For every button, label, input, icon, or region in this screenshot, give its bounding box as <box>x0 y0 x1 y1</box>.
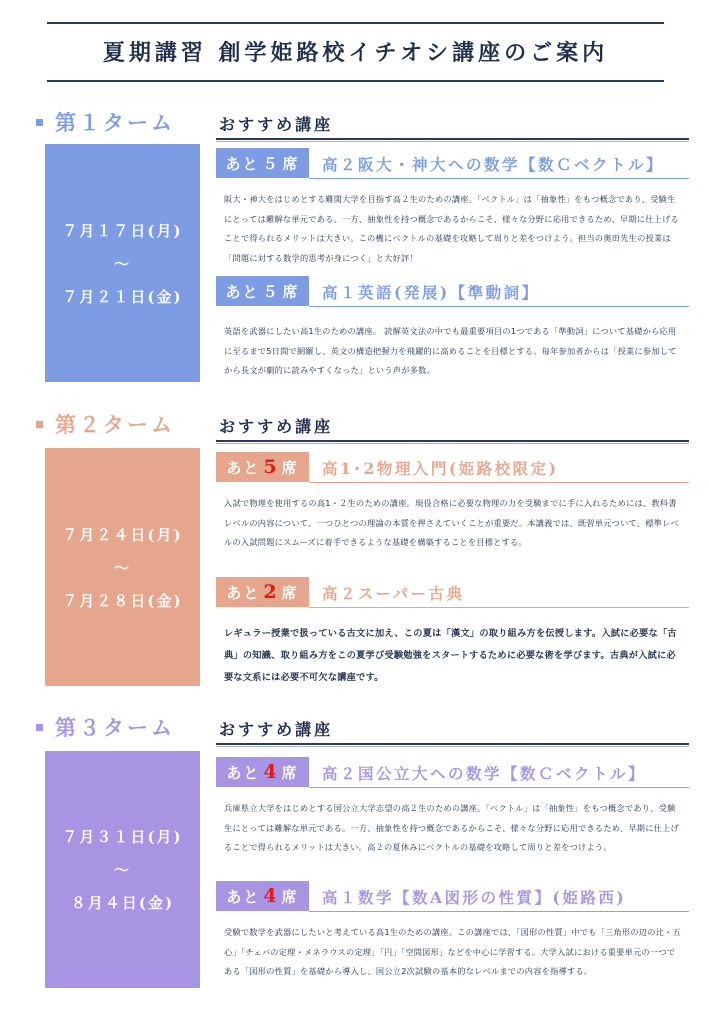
term-3-date-separator: 〜 <box>113 861 131 879</box>
term-3-start-date: ７月３１日(月) <box>62 828 183 846</box>
badge-prefix: あと <box>226 583 261 602</box>
term-3-label-text: 第３ターム <box>55 715 175 740</box>
term-1-label-text: 第１ターム <box>55 110 175 135</box>
term-2-date-separator: 〜 <box>113 558 131 577</box>
course-title-rule <box>309 306 689 307</box>
header-bottom-rule <box>47 80 664 82</box>
course-description: レギュラー授業で扱っている古文に加え、この夏は「漢文」の取り組み方を伝授します。入試に必要な「古典」の知識、取り組み方をこの夏学び受験勉強をスタートするために必要な術を学びます。古典が入試に必要な文系には必要不可欠な講座です。 <box>224 628 677 683</box>
badge-suffix: 席 <box>281 458 299 477</box>
course-title-rule <box>309 607 689 608</box>
badge-prefix: あと <box>225 282 260 301</box>
term-2-recommend-heading: おすすめ講座 <box>219 417 334 436</box>
seats-left-count: 4 <box>263 761 279 783</box>
term-2-end-date: ７月２８日(金) <box>62 591 183 610</box>
course-description: 阪大・神大をはじめとする難関大学を目指す高２生のための講座。「ベクトル」は「抽象性」をもつ概念であり、受験生にとっては難解な単元である。一方、抽象性を持つ概念であるからこそ、様々な分野に応用できるため、早期に仕上げることで得られるメリットは大きい。この機にベクトルの基礎を攻略して周りと差をつけよう。担当の奥田先生の授業は「問題に対する数学的思考が身につく」と大好評！ <box>224 194 679 263</box>
term-bullet-icon <box>36 421 43 428</box>
term-2-start-date: ７月２４日(月) <box>62 525 183 544</box>
term-bullet-icon <box>36 724 43 731</box>
term-2-label-text: 第２ターム <box>55 412 175 437</box>
term-1-date-panel <box>45 144 200 382</box>
term-1-date-separator: 〜 <box>113 254 131 273</box>
badge-suffix: 席 <box>281 763 299 782</box>
badge-prefix: あと <box>225 154 260 173</box>
course-description: 兵庫県立大学をはじめとする国公立大学志望の高２生のための講座。「ベクトル」は「抽象性」をもつ概念であり、受験生にとっては難解な単元である。一方、抽象性を持つ概念であるからこそ、様々な分野に応用できるため、早期に仕上げることで得られるメリットは大きい。高２の夏休みにベクトルの基礎を攻略して周りと差をつけよう。 <box>224 803 679 852</box>
seats-left-count: ５ <box>262 154 280 173</box>
term-1-recommend-heading: おすすめ講座 <box>219 115 334 134</box>
course-title: 高２阪大・神大への数学【数Ｃベクトル】 <box>322 155 665 174</box>
term-2-date-panel <box>45 448 200 686</box>
seats-left-count: 5 <box>263 456 279 478</box>
seats-left-count: 2 <box>263 581 279 603</box>
term-2-course-1 <box>216 452 690 572</box>
course-description: 英語を武器にしたい高1生のための講座。 読解英文法の中でも最重要項目の1つである「準動詞」について基礎から応用に至るまで5日間で網羅し、英文の構造把握力を飛躍的に高めることを目標とする。毎年参加者からは「授業に参加してから長文が劇的に読みやすくなった」という声が多数。 <box>224 326 677 375</box>
badge-prefix: あと <box>226 763 261 782</box>
badge-suffix: 席 <box>281 887 299 906</box>
course-title: 高２国公立大への数学【数Ｃベクトル】 <box>322 764 647 783</box>
course-title: 高１数学【数A図形の性質】(姫路西) <box>322 888 627 907</box>
course-title-rule <box>309 911 689 912</box>
page-title: 夏期講習 創学姫路校イチオシ講座のご案内 <box>102 40 609 66</box>
term-3-course-2 <box>216 881 690 1001</box>
term-1-recommend-rule <box>216 138 689 140</box>
term-bullet-icon <box>36 119 43 126</box>
badge-suffix: 席 <box>281 583 299 602</box>
page-header <box>47 22 664 82</box>
header-top-rule <box>47 22 664 24</box>
seats-left-count: 4 <box>263 885 279 907</box>
term-3-recommend-rule <box>216 743 689 745</box>
course-title-rule <box>309 178 689 179</box>
term-3-end-date: ８月４日(金) <box>70 894 175 912</box>
course-description: 受験で数学を武器にしたいと考えている高1生のための講座。この講座では、「図形の性質」中でも「三角形の辺の比・五心」「チェバの定理・メネラウスの定理」「円」「空間図形」などを中心に学習する。大学入試における重要単元の一つである「図形の性質」を基礎から導入し、国公立2次試験の基本的なレベルまでの内容を指導する。 <box>224 927 681 976</box>
seats-left-badge <box>216 276 309 306</box>
term-1-course-2 <box>216 276 690 386</box>
course-title: 高1･2物理入門(姫路校限定) <box>322 459 559 478</box>
badge-suffix: 席 <box>282 154 300 173</box>
seats-left-badge <box>216 881 309 911</box>
term-1-section <box>0 108 709 388</box>
term-3-label <box>36 713 175 741</box>
term-2-recommend-rule <box>216 440 689 442</box>
term-1-label <box>36 108 175 136</box>
term-1-course-1 <box>216 148 690 268</box>
seats-left-badge <box>216 577 309 607</box>
term-3-course-1 <box>216 757 690 877</box>
course-title-rule <box>309 482 689 483</box>
seats-left-count: ５ <box>262 282 280 301</box>
term-3-recommend-heading: おすすめ講座 <box>219 720 334 739</box>
term-2-section <box>0 410 709 690</box>
course-title-rule <box>309 787 689 788</box>
seats-left-badge <box>216 757 309 787</box>
seats-left-badge <box>216 148 309 178</box>
term-3-section <box>0 713 709 1003</box>
badge-suffix: 席 <box>282 282 300 301</box>
badge-prefix: あと <box>226 458 261 477</box>
term-1-end-date: ７月２１日(金) <box>62 287 183 306</box>
course-title: 高１英語(発展)【準動詞】 <box>322 283 540 302</box>
term-3-date-panel <box>45 751 200 988</box>
badge-prefix: あと <box>226 887 261 906</box>
course-title: 高２スーパー古典 <box>322 584 465 603</box>
course-description: 入試で物理を使用するの高1・２生のための講座。現役合格に必要な物理の力を受験までに手に入れるためには、教科書レベルの内容について、一つひとつの理論の本質を押さえていくことが重要だ。本講義では、既習単元ついて、標準レベルの入試問題にスムーズに着手できるような基礎を構築することを目標とする。 <box>224 498 679 547</box>
term-1-start-date: ７月１７日(月) <box>62 221 183 240</box>
seats-left-badge <box>216 452 309 482</box>
term-2-label <box>36 410 175 438</box>
term-2-course-2 <box>216 577 690 687</box>
